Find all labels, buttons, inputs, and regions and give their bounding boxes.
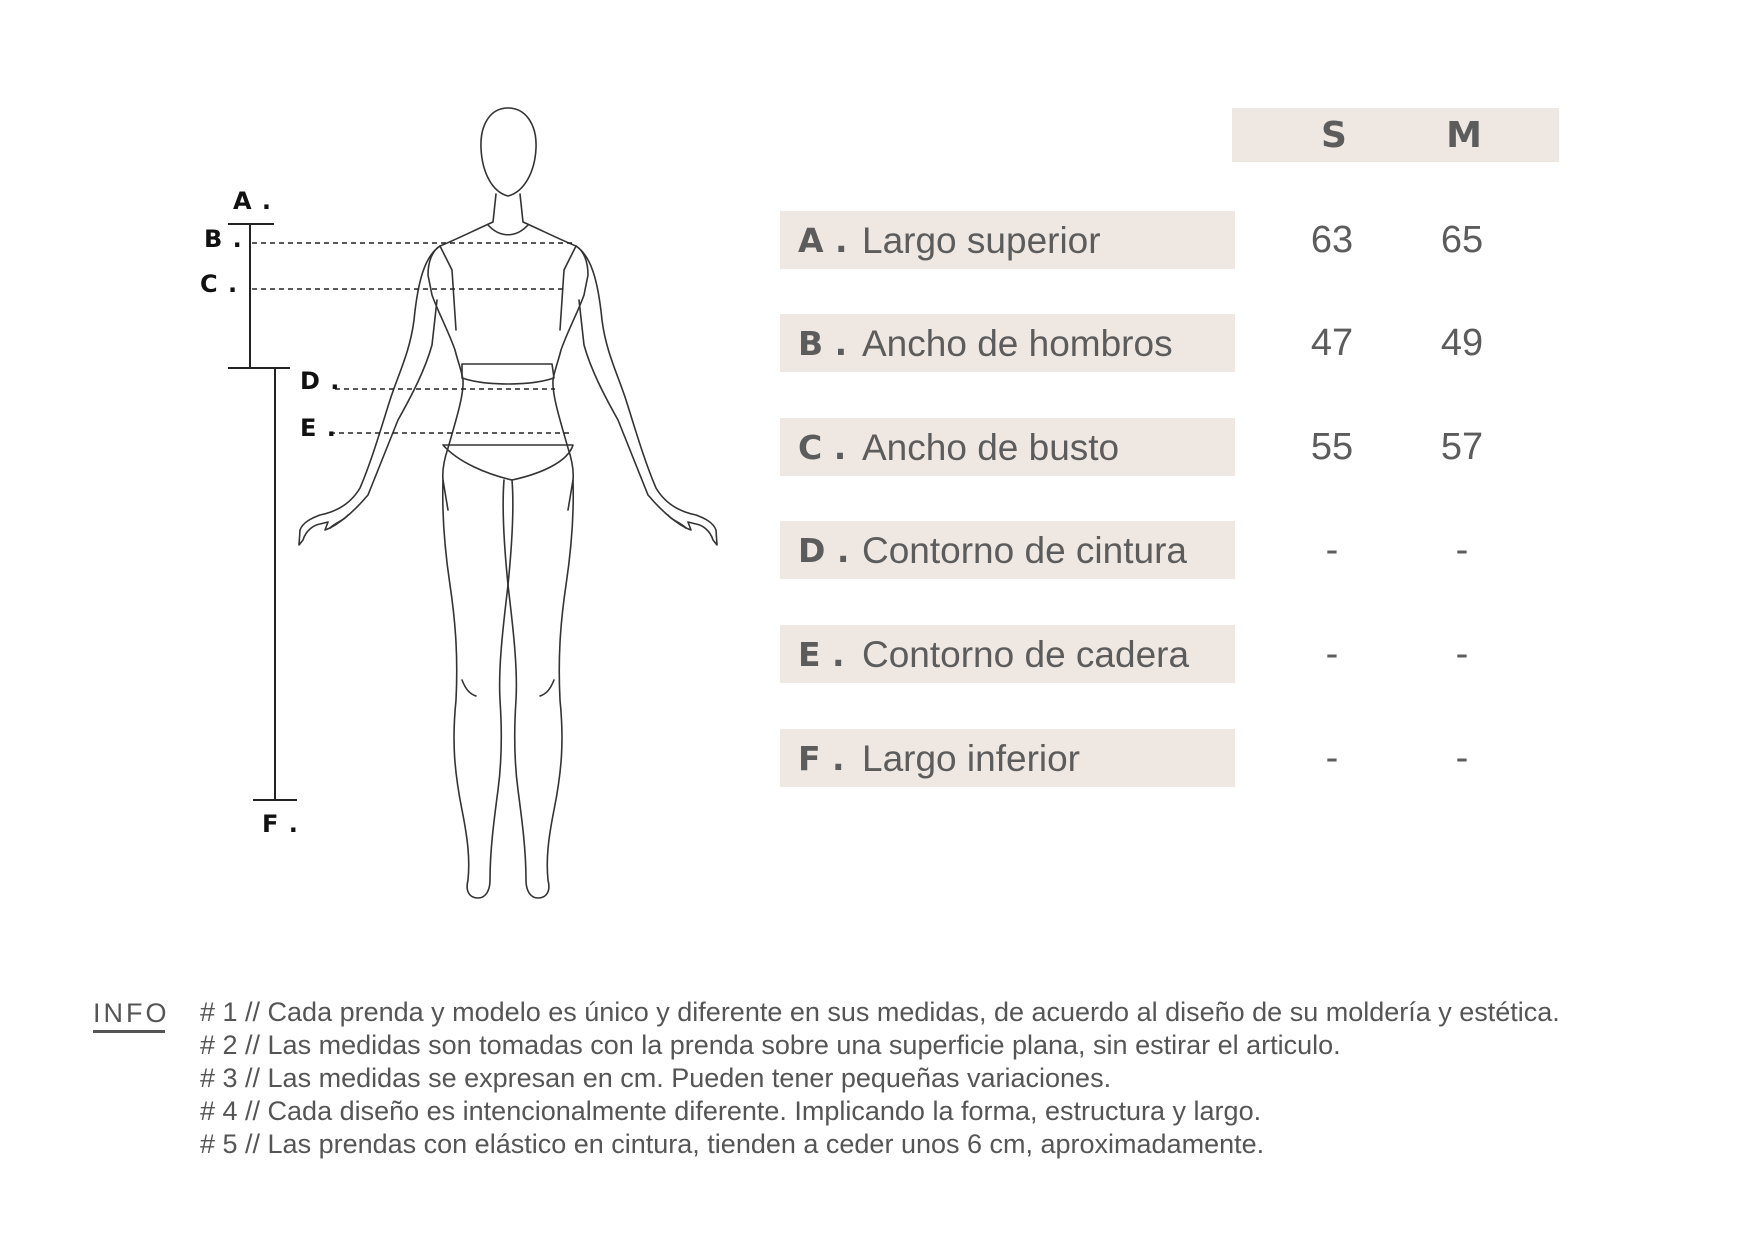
measurement-letter: F .	[798, 739, 845, 778]
measurement-name: Ancho de hombros	[862, 323, 1173, 364]
measurement-row-c	[0, 418, 1752, 476]
measurement-name: Contorno de cadera	[862, 634, 1190, 675]
figure-label-d: D .	[300, 367, 341, 395]
measurement-name: Ancho de busto	[862, 427, 1120, 468]
measurement-label	[780, 418, 1235, 476]
measurement-row-d	[0, 521, 1752, 579]
mannequin-left-arm	[299, 246, 440, 545]
measurement-row-e	[0, 625, 1752, 683]
measurement-value-s: -	[1325, 633, 1339, 675]
measurement-label	[780, 314, 1235, 372]
measurement-name: Contorno de cintura	[862, 530, 1187, 571]
measurement-value-m: -	[1455, 529, 1469, 571]
measurement-value-m: 65	[1440, 219, 1484, 261]
mannequin-head	[481, 108, 536, 196]
info-notes	[200, 996, 1740, 1161]
measurement-value-m: 57	[1440, 426, 1484, 468]
measurement-value-s: -	[1325, 529, 1339, 571]
measurement-letter: A .	[798, 221, 848, 260]
measurement-name: Largo superior	[862, 220, 1101, 261]
measurement-value-s: -	[1325, 737, 1339, 779]
info-note: # 2 // Las medidas son tomadas con la prenda sobre una superficie plana, sin estirar el articulo.	[200, 1030, 1341, 1060]
measurement-name: Largo inferior	[862, 738, 1081, 779]
info-note: # 3 // Las medidas se expresan en cm. Pueden tener pequeñas variaciones.	[200, 1063, 1112, 1093]
info-note: # 1 // Cada prenda y modelo es único y diferente en sus medidas, de acuerdo al diseño de su moldería y estética.	[200, 997, 1560, 1027]
measurement-letter: B .	[798, 324, 848, 363]
measurement-row-f	[0, 729, 1752, 787]
figure-label-e: E .	[300, 414, 337, 442]
size-header-m: M	[1446, 115, 1482, 156]
measurement-letter: E .	[798, 635, 845, 674]
measurement-value-m: -	[1455, 633, 1469, 675]
measurement-label	[780, 521, 1235, 579]
mannequin-right-arm	[576, 246, 717, 545]
measurement-value-m: 49	[1440, 322, 1484, 364]
info-note: # 4 // Cada diseño es intencionalmente diferente. Implicando la forma, estructura y largo.	[200, 1096, 1262, 1126]
measurement-label	[780, 625, 1235, 683]
info-underline	[93, 1030, 165, 1033]
measurement-label	[780, 211, 1235, 269]
measurement-letter: D .	[798, 531, 850, 570]
size-header-s: S	[1321, 115, 1347, 156]
measurement-value-m: -	[1455, 737, 1469, 779]
measurement-value-s: 55	[1310, 426, 1354, 468]
measurement-value-s: 63	[1310, 219, 1354, 261]
info-label: INFO	[93, 998, 170, 1028]
size-header	[1232, 108, 1559, 162]
info-note: # 5 // Las prendas con elástico en cintura, tienden a ceder unos 6 cm, aproximadamente.	[200, 1129, 1265, 1159]
figure-label-b: B .	[204, 225, 243, 253]
measurement-row-b	[0, 314, 1752, 372]
measurement-value-s: 47	[1310, 322, 1354, 364]
figure-label-a: A .	[233, 187, 273, 215]
measurement-row-a	[0, 211, 1752, 269]
figure-label-c: C .	[200, 270, 239, 298]
measurement-letter: C .	[798, 428, 847, 467]
measurement-label	[780, 729, 1235, 787]
figure-label-f: F .	[262, 810, 299, 838]
